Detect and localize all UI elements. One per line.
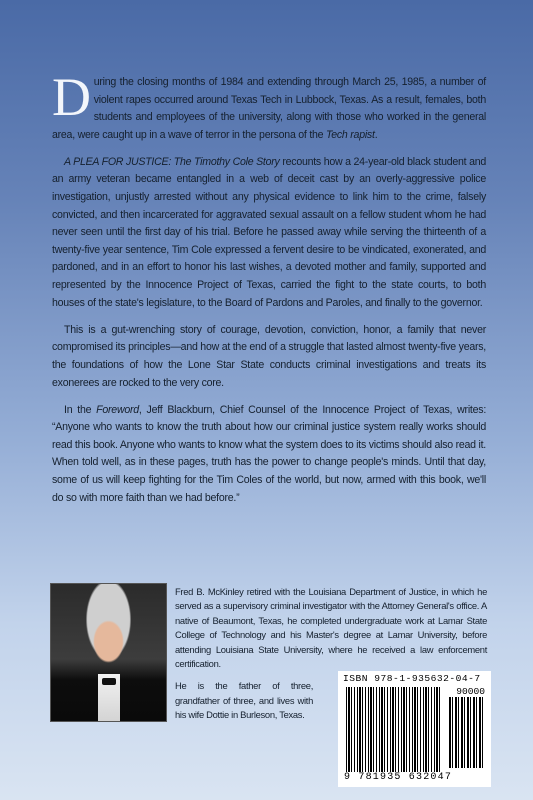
summary-paragraph: A PLEA FOR JUSTICE: The Timothy Cole Story recounts how a 24-year-old black student and an army veteran became entangled in a web of deceit cast by an overly-aggressive police investigation, unjustly arrested without any physical evidence to link him to the crime, falsely convicted, and then incarcerated for aggravated sexual assault on a fellow student whom he had never seen until the first day of his trial. Before he passed away while serving the thirteenth of a twenty-five year sentence, Tim Cole expressed a fervent desire to be vindicated, exonerated, and pardoned, and in an effort to honor his last wishes, a devoted mother and family, supported and represented by the Innocence Project of Texas, carried the fight to the state courts, to both houses of the state's legislature, to the Board of Pardons and Paroles, and finally to the governor. xyxy=(52,155,486,309)
price-barcode-bars xyxy=(449,697,485,768)
isbn-digits: 9 781935 632047 xyxy=(344,772,453,783)
author-photo xyxy=(50,583,167,722)
description-text xyxy=(52,67,487,517)
story-paragraph: This is a gut-wrenching story of courage, devotion, conviction, honor, a family that never compromised its principles—and how at the end of a struggle that lasted almost twenty-five years, the foundations of how the Lone Star State conducts criminal investigations and treats its exonerees are rocked to the very core. xyxy=(52,323,486,389)
isbn-label: ISBN 978-1-935632-04-7 xyxy=(343,673,481,684)
author-bio-paragraph: Fred B. McKinley retired with the Louisiana Department of Justice, in which he served as a supervisory criminal investigator with the Attorney General's office. A native of Beaumont, Texas, he completed undergraduate work at Lamar State College of Technology and his Master's degree at Lamar University, before attending Louisiana State University, where he received a law enforcement certification. xyxy=(175,586,487,670)
isbn-barcode xyxy=(338,671,491,787)
price-code: 90000 xyxy=(456,686,485,697)
foreword-paragraph: In the Foreword, Jeff Blackburn, Chief Counsel of the Innocence Project of Texas, writes: “Anyone who wants to know the truth about how our criminal justice system really works should read this book. Anyone who wants to know what the system does to its victims should also read it. When told well, as in these pages, truth has the power to change people's minds. Until that day, some of us will keep fighting for the Tim Coles of the world, but now, armed with this book, we'll do so with more faith than we had before.” xyxy=(52,403,487,504)
intro-paragraph: During the closing months of 1984 and extending through March 25, 1985, a number of violent rapes occurred around Texas Tech in Lubbock, Texas. As a result, females, both students and employees of the university, along with those who worked in the general area, were caught up in a wave of terror in the persona of the Tech rapist. xyxy=(52,67,486,141)
drop-cap: D xyxy=(52,67,91,127)
ean-barcode-bars xyxy=(346,687,441,772)
book-title: A PLEA FOR JUSTICE: The Timothy Cole Story xyxy=(64,155,280,168)
author-family-paragraph: He is the father of three, grandfather of three, and lives with his wife Dottie in Burleson, Texas. xyxy=(175,680,313,721)
author-photo-bowtie xyxy=(102,678,116,685)
